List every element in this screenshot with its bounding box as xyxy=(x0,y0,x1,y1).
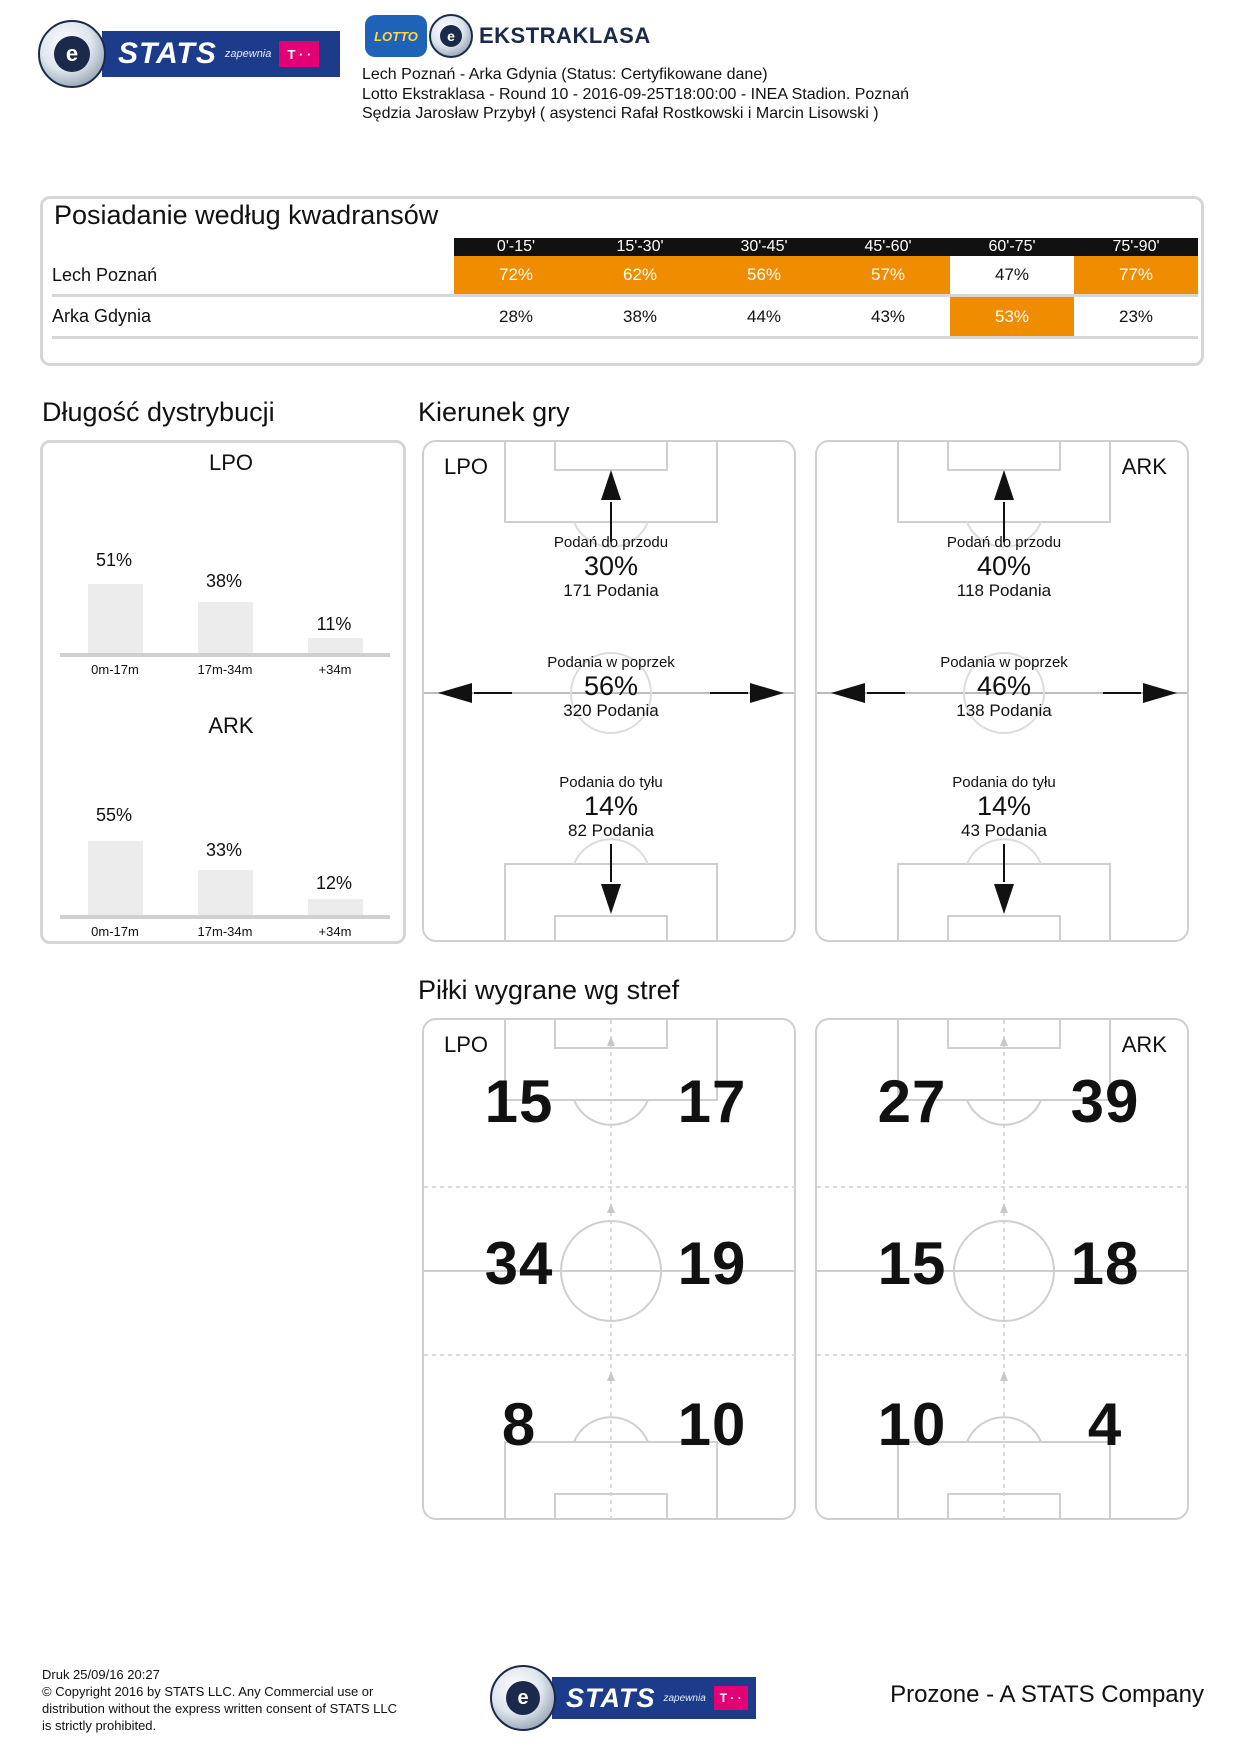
across-count: 138 Podania xyxy=(956,701,1052,720)
across-label: Podania w poprzek xyxy=(940,654,1068,671)
dist-value-label: 11% xyxy=(316,614,352,634)
team-code: LPO xyxy=(444,454,489,479)
zone-value: 10 xyxy=(677,1391,747,1458)
dist-bar xyxy=(308,899,363,915)
possession-cell: 38% xyxy=(578,296,702,338)
dist-category-label: 17m-34m xyxy=(197,662,253,677)
across-pass-stat xyxy=(481,654,741,721)
zone-value: 10 xyxy=(877,1391,947,1458)
direction-title: Kierunek gry xyxy=(418,397,570,427)
stats-wordmark: STATS xyxy=(118,37,217,70)
stats-logo-header xyxy=(38,20,340,88)
across-pass-stat xyxy=(874,654,1134,721)
dist-value-label: 12% xyxy=(315,873,353,893)
forward-pct: 40% xyxy=(976,551,1032,581)
referee-line: Sędzia Jarosław Przybył ( asystenci Rafał Rostkowski i Marcin Lisowski ) xyxy=(362,105,879,122)
possession-cell: 28% xyxy=(454,296,578,338)
zone-value: 27 xyxy=(877,1068,947,1135)
team-code: LPO xyxy=(444,1032,489,1057)
footer-company: Prozone - A STATS Company xyxy=(890,1681,1204,1708)
dist-bar xyxy=(88,584,143,653)
possession-cell: 72% xyxy=(454,256,578,296)
dist-category-label: +34m xyxy=(318,662,352,677)
dist-category-label: 0m-17m xyxy=(91,924,139,939)
team-code: ARK xyxy=(1121,1032,1167,1057)
stats-band xyxy=(102,31,340,77)
period-header: 75'-90' xyxy=(1074,238,1198,256)
stats-wordmark: STATS xyxy=(566,1682,656,1713)
telekom-logo: T · · xyxy=(714,1686,748,1710)
forward-label: Podań do przodu xyxy=(946,534,1062,551)
direction-pitch-lpo xyxy=(422,440,796,942)
possession-cell: 62% xyxy=(578,256,702,296)
ekstraklasa-ball-icon: e xyxy=(38,20,106,88)
dist-baseline xyxy=(60,653,390,657)
period-header: 60'-75' xyxy=(950,238,1074,256)
forward-pass-stat xyxy=(481,534,741,601)
back-pass-stat xyxy=(481,774,741,841)
dist-value-label: 33% xyxy=(205,840,243,860)
footer-copyright-3: is strictly prohibited. xyxy=(42,1718,157,1733)
stats-sub: zapewnia xyxy=(663,1692,706,1704)
dist-value-label: 38% xyxy=(205,571,243,591)
footer-copyright-2: distribution without the express written consent of STATS LLC xyxy=(42,1701,398,1716)
distribution-title: Długość dystrybucji xyxy=(42,397,275,427)
footer-printed: Druk 25/09/16 20:27 xyxy=(42,1667,160,1682)
zone-value: 15 xyxy=(877,1230,947,1297)
zones-pitch-lpo xyxy=(422,1018,796,1520)
possession-cell: 47% xyxy=(950,256,1074,296)
period-header: 15'-30' xyxy=(578,238,702,256)
forward-pass-stat xyxy=(874,534,1134,601)
table-row xyxy=(52,256,1198,296)
direction-pitch-ark xyxy=(815,440,1189,942)
possession-cell: 44% xyxy=(702,296,826,338)
across-count: 320 Podania xyxy=(563,701,659,720)
zone-value: 4 xyxy=(1087,1391,1123,1458)
across-pct: 46% xyxy=(976,671,1032,701)
forward-label: Podań do przodu xyxy=(553,534,669,551)
distribution-team-code: ARK xyxy=(208,713,254,738)
possession-cell: 57% xyxy=(826,256,950,296)
possession-cell: 53% xyxy=(950,296,1074,338)
possession-title: Posiadanie według kwadransów xyxy=(54,200,439,230)
team-code: ARK xyxy=(1121,454,1167,479)
possession-table xyxy=(52,238,1198,339)
zone-value: 8 xyxy=(501,1391,537,1458)
dist-bar xyxy=(198,870,253,915)
back-pct: 14% xyxy=(583,791,639,821)
dist-bar xyxy=(88,841,143,915)
stats-logo-footer xyxy=(490,1665,756,1731)
back-label: Podania do tyłu xyxy=(952,774,1056,791)
match-line: Lech Poznań - Arka Gdynia (Status: Certyfikowane dane) xyxy=(362,66,768,83)
across-pct: 56% xyxy=(583,671,639,701)
table-row xyxy=(52,296,1198,338)
zone-value: 18 xyxy=(1070,1230,1140,1297)
lotto-badge: LOTTO xyxy=(365,15,427,57)
possession-cell: 43% xyxy=(826,296,950,338)
dist-bar xyxy=(308,638,363,653)
dist-category-label: 17m-34m xyxy=(197,924,253,939)
ekstraklasa-logo xyxy=(365,14,651,58)
possession-cell: 23% xyxy=(1074,296,1198,338)
back-count: 82 Podania xyxy=(567,821,655,840)
forward-count: 118 Podania xyxy=(956,581,1052,600)
zones-pitch-ark xyxy=(815,1018,1189,1520)
round-line: Lotto Ekstraklasa - Round 10 - 2016-09-25T18:00:00 - INEA Stadion. Poznań xyxy=(362,86,909,103)
zone-value: 15 xyxy=(484,1068,554,1135)
possession-header-blank xyxy=(52,238,454,256)
ekstraklasa-wordmark: EKSTRAKLASA xyxy=(479,23,651,48)
period-header: 30'-45' xyxy=(702,238,826,256)
zone-value: 34 xyxy=(484,1230,554,1297)
forward-count: 171 Podania xyxy=(563,581,659,600)
team-name: Arka Gdynia xyxy=(52,296,454,338)
telekom-logo: T · · xyxy=(279,41,319,67)
possession-cell: 56% xyxy=(702,256,826,296)
zones-title: Piłki wygrane wg stref xyxy=(418,975,680,1005)
dist-category-label: +34m xyxy=(318,924,352,939)
across-label: Podania w poprzek xyxy=(547,654,675,671)
zone-value: 39 xyxy=(1070,1068,1140,1135)
dist-value-label: 55% xyxy=(95,805,133,825)
dist-baseline xyxy=(60,915,390,919)
dist-bar xyxy=(198,602,253,653)
distribution-team-code: LPO xyxy=(208,450,254,475)
dist-value-label: 51% xyxy=(95,550,133,570)
back-count: 43 Podania xyxy=(960,821,1048,840)
period-header: 0'-15' xyxy=(454,238,578,256)
ekstraklasa-ball-icon: e xyxy=(490,1665,556,1731)
stats-band xyxy=(552,1677,756,1719)
possession-cell: 77% xyxy=(1074,256,1198,296)
back-pct: 14% xyxy=(976,791,1032,821)
ekstraklasa-ball-small-icon: e xyxy=(429,14,473,58)
stats-sub: zapewnia xyxy=(224,48,272,60)
period-header: 45'-60' xyxy=(826,238,950,256)
dist-category-label: 0m-17m xyxy=(91,662,139,677)
back-label: Podania do tyłu xyxy=(559,774,663,791)
forward-pct: 30% xyxy=(583,551,639,581)
zone-value: 17 xyxy=(677,1068,747,1135)
footer-copyright-1: © Copyright 2016 by STATS LLC. Any Commercial use or xyxy=(42,1684,374,1699)
back-pass-stat xyxy=(874,774,1134,841)
possession-header-row xyxy=(52,238,1198,256)
zone-value: 19 xyxy=(677,1230,747,1297)
team-name: Lech Poznań xyxy=(52,256,454,296)
